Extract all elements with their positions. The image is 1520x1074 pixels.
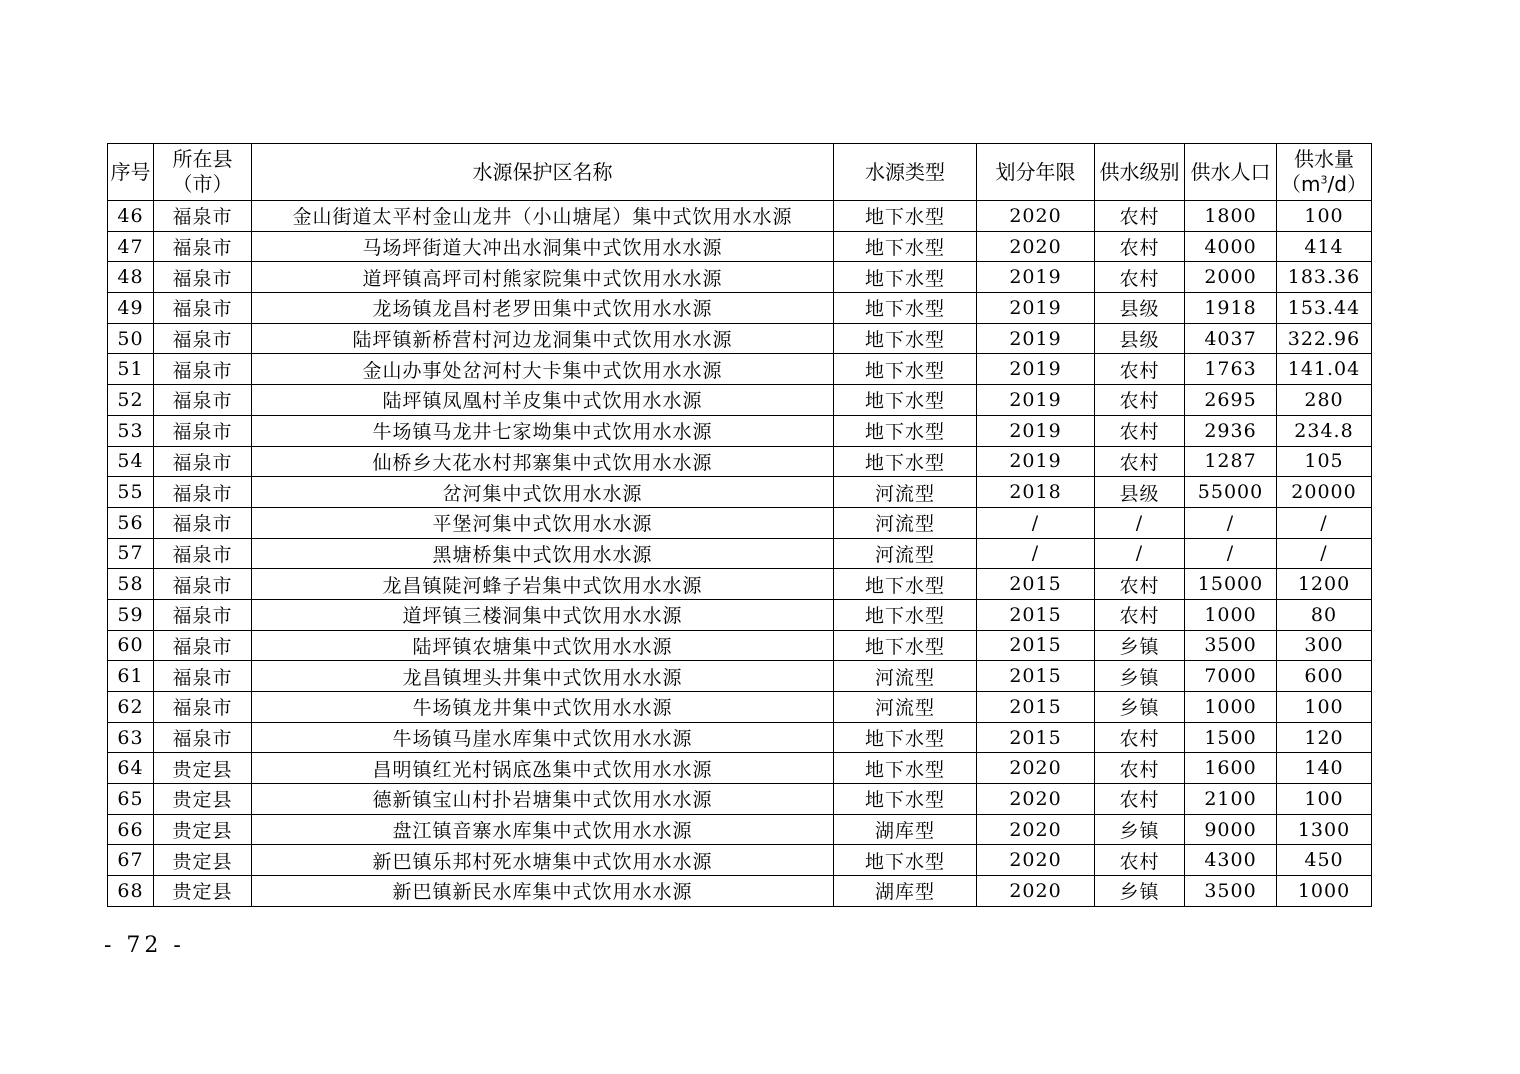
cell-index: 56 (108, 507, 154, 538)
cell-index: 53 (108, 415, 154, 446)
header-volume (1277, 144, 1372, 201)
cell-name: 道坪镇高坪司村熊家院集中式饮用水水源 (252, 262, 834, 293)
cell-level: / (1095, 507, 1185, 538)
cell-type: 地下水型 (834, 293, 977, 324)
cell-level: 农村 (1095, 446, 1185, 477)
table-row (108, 630, 1372, 661)
table-row (108, 722, 1372, 753)
cell-population: 2695 (1185, 385, 1277, 416)
cell-type: 地下水型 (834, 354, 977, 385)
cell-year: 2020 (977, 784, 1095, 815)
table-row (108, 814, 1372, 845)
cell-volume: 1000 (1277, 876, 1372, 907)
cell-county: 福泉市 (154, 538, 252, 569)
cell-year: 2019 (977, 323, 1095, 354)
cell-index: 58 (108, 569, 154, 600)
cell-population: 1600 (1185, 753, 1277, 784)
cell-year: 2020 (977, 201, 1095, 232)
cell-year: 2015 (977, 599, 1095, 630)
cell-name: 盘江镇音寨水库集中式饮用水水源 (252, 814, 834, 845)
cell-type: 河流型 (834, 507, 977, 538)
cell-county: 福泉市 (154, 722, 252, 753)
cell-volume: 80 (1277, 599, 1372, 630)
cell-index: 66 (108, 814, 154, 845)
cell-volume: 100 (1277, 784, 1372, 815)
table-body (108, 201, 1372, 907)
cell-index: 47 (108, 231, 154, 262)
cell-volume: / (1277, 538, 1372, 569)
cell-county: 福泉市 (154, 630, 252, 661)
cell-index: 60 (108, 630, 154, 661)
cell-type: 地下水型 (834, 446, 977, 477)
cell-level: 乡镇 (1095, 814, 1185, 845)
cell-index: 67 (108, 845, 154, 876)
cell-year: 2019 (977, 385, 1095, 416)
cell-year: 2015 (977, 692, 1095, 723)
cell-index: 57 (108, 538, 154, 569)
cell-volume: 234.8 (1277, 415, 1372, 446)
cell-year: 2020 (977, 845, 1095, 876)
cell-county: 福泉市 (154, 323, 252, 354)
header-name: 水源保护区名称 (252, 144, 834, 201)
cell-population: 3500 (1185, 876, 1277, 907)
cell-year: 2018 (977, 477, 1095, 508)
header-county (154, 144, 252, 201)
cell-index: 64 (108, 753, 154, 784)
cell-name: 金山办事处岔河村大卡集中式饮用水水源 (252, 354, 834, 385)
table-row (108, 385, 1372, 416)
cell-population: 3500 (1185, 630, 1277, 661)
table-row (108, 692, 1372, 723)
table-row (108, 507, 1372, 538)
cell-index: 63 (108, 722, 154, 753)
cell-level: 农村 (1095, 599, 1185, 630)
cell-type: 地下水型 (834, 323, 977, 354)
cell-population: 1500 (1185, 722, 1277, 753)
cell-year: 2019 (977, 415, 1095, 446)
cell-county: 福泉市 (154, 293, 252, 324)
cell-volume: 600 (1277, 661, 1372, 692)
cell-level: 县级 (1095, 323, 1185, 354)
cell-county: 福泉市 (154, 569, 252, 600)
cell-name: 昌明镇红光村锅底氹集中式饮用水水源 (252, 753, 834, 784)
cell-level: 乡镇 (1095, 661, 1185, 692)
header-population: 供水人口 (1185, 144, 1277, 201)
cell-county: 贵定县 (154, 784, 252, 815)
table-header-row (108, 144, 1372, 201)
cell-county: 福泉市 (154, 507, 252, 538)
cell-level: 县级 (1095, 477, 1185, 508)
cell-year: 2015 (977, 630, 1095, 661)
cell-index: 51 (108, 354, 154, 385)
cell-volume: 140 (1277, 753, 1372, 784)
cell-county: 福泉市 (154, 599, 252, 630)
cell-level: 农村 (1095, 201, 1185, 232)
cell-type: 河流型 (834, 538, 977, 569)
cell-county: 福泉市 (154, 661, 252, 692)
cell-index: 62 (108, 692, 154, 723)
cell-year: 2020 (977, 231, 1095, 262)
cell-volume: 450 (1277, 845, 1372, 876)
cell-population: 4037 (1185, 323, 1277, 354)
cell-level: 乡镇 (1095, 876, 1185, 907)
cell-name: 岔河集中式饮用水水源 (252, 477, 834, 508)
cell-index: 68 (108, 876, 154, 907)
cell-year: / (977, 507, 1095, 538)
cell-volume: 322.96 (1277, 323, 1372, 354)
header-county-line1: 所在县 (172, 147, 233, 171)
table-row (108, 477, 1372, 508)
cell-population: 1800 (1185, 201, 1277, 232)
cell-level: 农村 (1095, 354, 1185, 385)
cell-population: 1287 (1185, 446, 1277, 477)
header-volume-unit: $(m^3/d)$ (1281, 172, 1367, 196)
cell-name: 平堡河集中式饮用水水源 (252, 507, 834, 538)
cell-year: 2015 (977, 569, 1095, 600)
cell-county: 贵定县 (154, 845, 252, 876)
cell-volume: 20000 (1277, 477, 1372, 508)
cell-year: 2020 (977, 876, 1095, 907)
page-number: - 72 - (104, 933, 185, 958)
cell-level: 农村 (1095, 722, 1185, 753)
cell-year: 2015 (977, 722, 1095, 753)
cell-population: 15000 (1185, 569, 1277, 600)
cell-volume: 153.44 (1277, 293, 1372, 324)
cell-volume: 183.36 (1277, 262, 1372, 293)
cell-population: / (1185, 507, 1277, 538)
cell-name: 龙场镇龙昌村老罗田集中式饮用水水源 (252, 293, 834, 324)
cell-year: 2020 (977, 814, 1095, 845)
cell-type: 地下水型 (834, 845, 977, 876)
table-row (108, 661, 1372, 692)
cell-type: 地下水型 (834, 415, 977, 446)
cell-level: / (1095, 538, 1185, 569)
header-volume-line1: 供水量 (1294, 147, 1354, 171)
cell-type: 地下水型 (834, 385, 977, 416)
cell-volume: 105 (1277, 446, 1372, 477)
cell-population: 7000 (1185, 661, 1277, 692)
cell-county: 福泉市 (154, 477, 252, 508)
cell-name: 牛场镇马龙井七家坳集中式饮用水水源 (252, 415, 834, 446)
cell-volume: 120 (1277, 722, 1372, 753)
cell-type: 地下水型 (834, 201, 977, 232)
cell-volume: 1300 (1277, 814, 1372, 845)
cell-name: 新巴镇新民水库集中式饮用水水源 (252, 876, 834, 907)
cell-type: 河流型 (834, 477, 977, 508)
cell-type: 地下水型 (834, 722, 977, 753)
cell-year: 2015 (977, 661, 1095, 692)
cell-index: 65 (108, 784, 154, 815)
table-row (108, 569, 1372, 600)
cell-name: 金山街道太平村金山龙井（小山塘尾）集中式饮用水水源 (252, 201, 834, 232)
cell-type: 地下水型 (834, 784, 977, 815)
header-county-line2: （市） (172, 172, 233, 196)
cell-level: 农村 (1095, 385, 1185, 416)
cell-type: 地下水型 (834, 753, 977, 784)
cell-level: 县级 (1095, 293, 1185, 324)
table-row (108, 784, 1372, 815)
table-row (108, 446, 1372, 477)
cell-volume: 1200 (1277, 569, 1372, 600)
table-row (108, 538, 1372, 569)
cell-year: 2019 (977, 354, 1095, 385)
table-row (108, 876, 1372, 907)
table-row (108, 753, 1372, 784)
water-source-table (107, 143, 1372, 907)
cell-type: 地下水型 (834, 599, 977, 630)
cell-name: 仙桥乡大花水村邦寨集中式饮用水水源 (252, 446, 834, 477)
cell-type: 地下水型 (834, 569, 977, 600)
table-row (108, 231, 1372, 262)
cell-county: 福泉市 (154, 262, 252, 293)
cell-population: 1763 (1185, 354, 1277, 385)
header-index: 序号 (108, 144, 154, 201)
cell-level: 农村 (1095, 415, 1185, 446)
cell-volume: 100 (1277, 692, 1372, 723)
cell-type: 河流型 (834, 692, 977, 723)
cell-index: 50 (108, 323, 154, 354)
cell-county: 福泉市 (154, 201, 252, 232)
header-level: 供水级别 (1095, 144, 1185, 201)
cell-name: 龙昌镇陡河蜂子岩集中式饮用水水源 (252, 569, 834, 600)
cell-volume: 280 (1277, 385, 1372, 416)
cell-population: 4000 (1185, 231, 1277, 262)
cell-index: 46 (108, 201, 154, 232)
cell-county: 福泉市 (154, 446, 252, 477)
cell-population: 9000 (1185, 814, 1277, 845)
cell-type: 地下水型 (834, 630, 977, 661)
table-row (108, 323, 1372, 354)
cell-index: 48 (108, 262, 154, 293)
cell-population: 2936 (1185, 415, 1277, 446)
table-row (108, 415, 1372, 446)
cell-volume: 141.04 (1277, 354, 1372, 385)
cell-level: 农村 (1095, 753, 1185, 784)
cell-name: 牛场镇马崖水库集中式饮用水水源 (252, 722, 834, 753)
cell-index: 54 (108, 446, 154, 477)
cell-type: 地下水型 (834, 262, 977, 293)
cell-population: 1918 (1185, 293, 1277, 324)
cell-name: 陆坪镇农塘集中式饮用水水源 (252, 630, 834, 661)
cell-level: 农村 (1095, 262, 1185, 293)
cell-index: 49 (108, 293, 154, 324)
cell-population: 55000 (1185, 477, 1277, 508)
cell-county: 福泉市 (154, 385, 252, 416)
table-row (108, 599, 1372, 630)
cell-name: 新巴镇乐邦村死水塘集中式饮用水水源 (252, 845, 834, 876)
cell-county: 福泉市 (154, 415, 252, 446)
cell-name: 龙昌镇埋头井集中式饮用水水源 (252, 661, 834, 692)
cell-county: 贵定县 (154, 876, 252, 907)
cell-level: 农村 (1095, 231, 1185, 262)
cell-level: 乡镇 (1095, 630, 1185, 661)
table-row (108, 845, 1372, 876)
cell-year: 2019 (977, 262, 1095, 293)
cell-name: 陆坪镇凤凰村羊皮集中式饮用水水源 (252, 385, 834, 416)
cell-level: 农村 (1095, 569, 1185, 600)
cell-index: 59 (108, 599, 154, 630)
table-row (108, 201, 1372, 232)
cell-index: 55 (108, 477, 154, 508)
cell-county: 福泉市 (154, 231, 252, 262)
cell-level: 乡镇 (1095, 692, 1185, 723)
cell-type: 地下水型 (834, 231, 977, 262)
cell-level: 农村 (1095, 784, 1185, 815)
cell-county: 福泉市 (154, 354, 252, 385)
cell-name: 牛场镇龙井集中式饮用水水源 (252, 692, 834, 723)
cell-name: 陆坪镇新桥营村河边龙洞集中式饮用水水源 (252, 323, 834, 354)
cell-county: 贵定县 (154, 814, 252, 845)
cell-type: 湖库型 (834, 814, 977, 845)
header-type: 水源类型 (834, 144, 977, 201)
cell-volume: 414 (1277, 231, 1372, 262)
cell-volume: 100 (1277, 201, 1372, 232)
header-year: 划分年限 (977, 144, 1095, 201)
cell-name: 道坪镇三楼洞集中式饮用水水源 (252, 599, 834, 630)
cell-year: 2019 (977, 446, 1095, 477)
cell-county: 贵定县 (154, 753, 252, 784)
cell-year: 2020 (977, 753, 1095, 784)
cell-population: 1000 (1185, 692, 1277, 723)
cell-population: 2100 (1185, 784, 1277, 815)
table-row (108, 262, 1372, 293)
cell-population: 1000 (1185, 599, 1277, 630)
cell-population: 2000 (1185, 262, 1277, 293)
cell-name: 马场坪街道大冲出水洞集中式饮用水水源 (252, 231, 834, 262)
cell-name: 德新镇宝山村扑岩塘集中式饮用水水源 (252, 784, 834, 815)
cell-type: 河流型 (834, 661, 977, 692)
table-row (108, 293, 1372, 324)
cell-county: 福泉市 (154, 692, 252, 723)
cell-volume: 300 (1277, 630, 1372, 661)
cell-year: / (977, 538, 1095, 569)
cell-name: 黑塘桥集中式饮用水水源 (252, 538, 834, 569)
cell-type: 湖库型 (834, 876, 977, 907)
cell-index: 61 (108, 661, 154, 692)
cell-year: 2019 (977, 293, 1095, 324)
cell-population: 4300 (1185, 845, 1277, 876)
cell-level: 农村 (1095, 845, 1185, 876)
cell-volume: / (1277, 507, 1372, 538)
table-row (108, 354, 1372, 385)
cell-population: / (1185, 538, 1277, 569)
cell-index: 52 (108, 385, 154, 416)
